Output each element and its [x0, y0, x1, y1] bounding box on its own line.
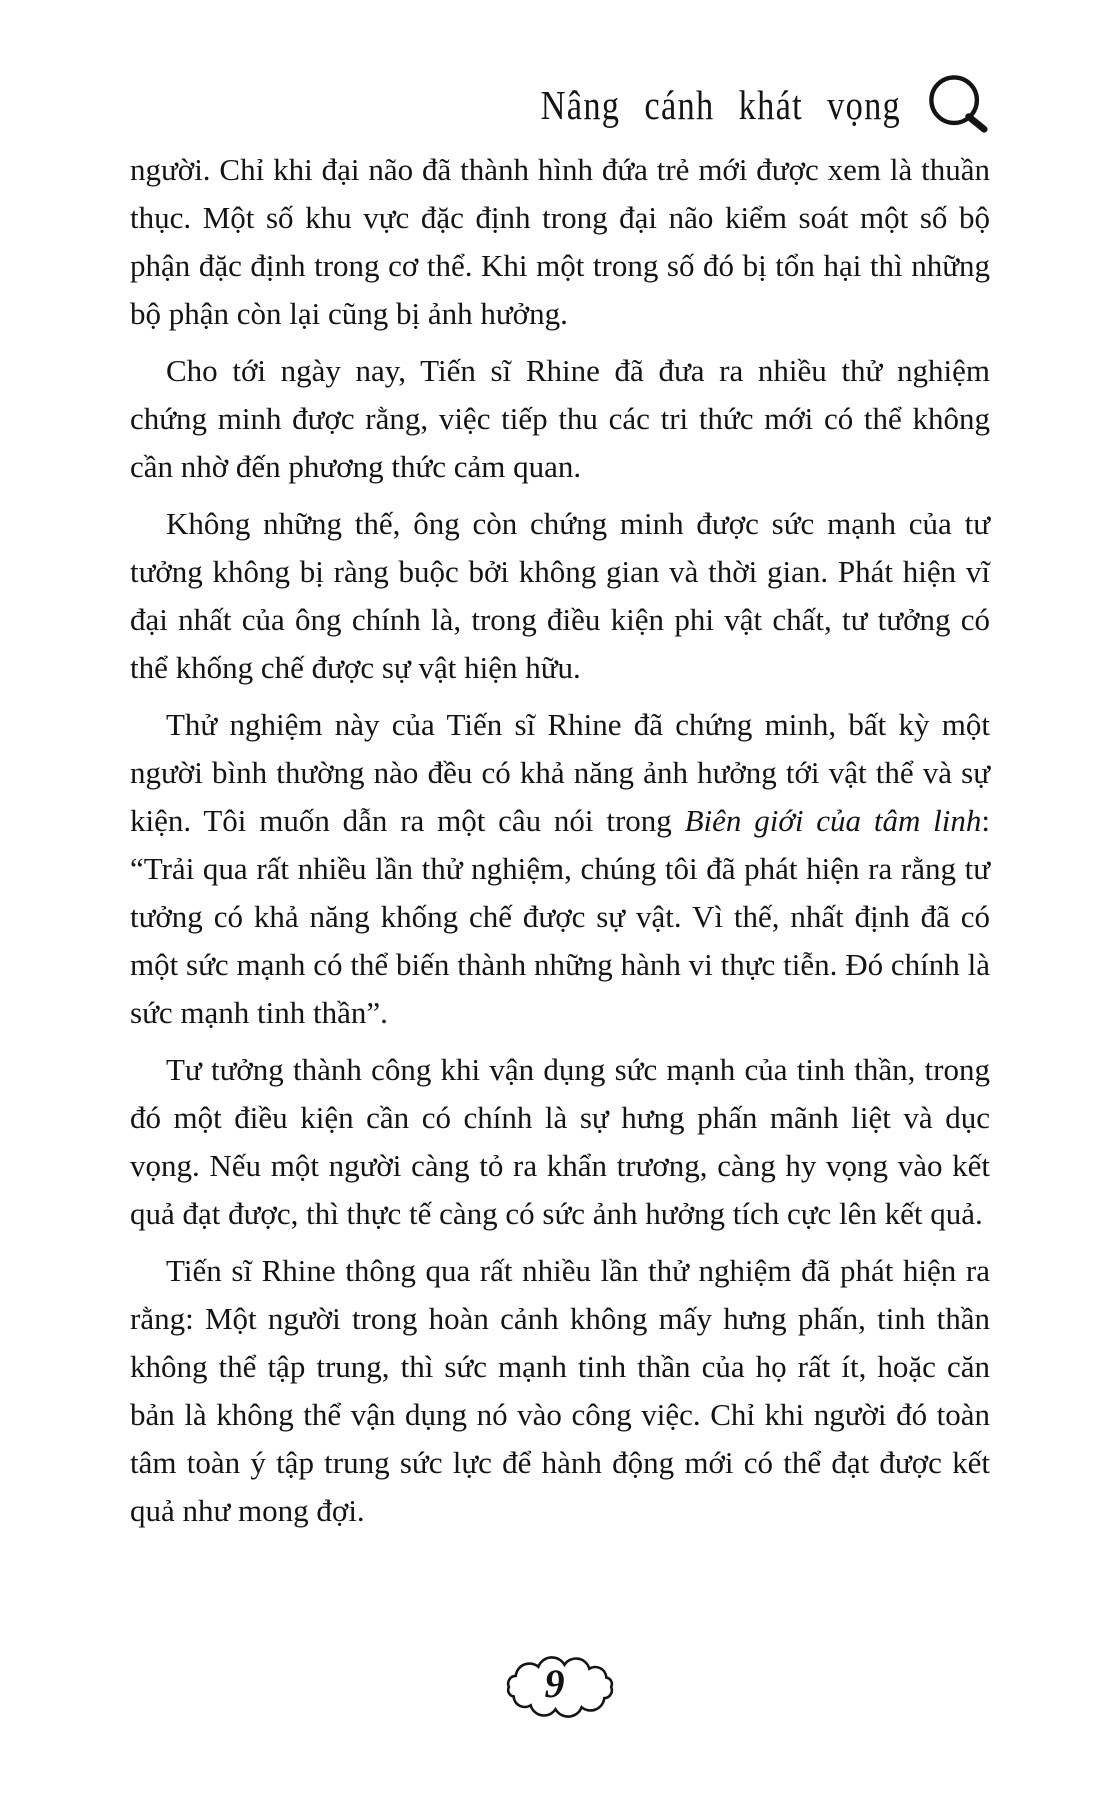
- page-footer: [0, 1656, 1119, 1718]
- paragraph-text: : “Trải qua rất nhiều lần thử nghiệm, chúng tôi đã phát hiện ra rằng tư tưởng có khả năng khống chế được sự vật. Vì thế, nhất định đã có một sức mạnh có thể biến thành những hành vi thực tiễn. Đó chính là sức mạnh tinh thần”.: [130, 803, 990, 1030]
- running-head-title: Nâng cánh khát vọng: [540, 82, 901, 128]
- paragraph-text: Thử nghiệm này của Tiến sĩ Rhine đã chứng minh, bất kỳ một người bình thường nào đều có khả năng ảnh hưởng tới vật thể và sự kiện. Tôi muốn dẫn ra một câu nói trong: [130, 707, 990, 838]
- paragraph-text: Không những thế, ông còn chứng minh được sức mạnh của tư tưởng không bị ràng buộc bởi không gian và thời gian. Phát hiện vĩ đại nhất của ông chính là, trong điều kiện phi vật chất, tư tưởng có thể khống chế được sự vật hiện hữu.: [130, 506, 990, 685]
- paragraph: [130, 347, 990, 491]
- paragraph: [130, 1046, 990, 1238]
- paragraph: [130, 1247, 990, 1535]
- page-body: [130, 146, 990, 1544]
- paragraph-text: Tư tưởng thành công khi vận dụng sức mạnh của tinh thần, trong đó một điều kiện cần có chính là sự hưng phấn mãnh liệt và dục vọng. Nếu một người càng tỏ ra khẩn trương, càng hy vọng vào kết quả đạt được, thì thực tế càng có sức ảnh hưởng tích cực lên kết quả.: [130, 1052, 990, 1231]
- page-header: [472, 72, 989, 138]
- cloud-ornament: [501, 1656, 619, 1718]
- paragraph: [130, 500, 990, 692]
- paragraph: [130, 146, 990, 338]
- paragraph: [130, 701, 990, 1037]
- book-title-phrase: Biên giới của tâm linh: [684, 803, 982, 838]
- paragraph-text: Tiến sĩ Rhine thông qua rất nhiều lần thử nghiệm đã phát hiện ra rằng: Một người trong hoàn cảnh không mấy hưng phấn, tinh thần không thể tập trung, thì sức mạnh tinh thần của họ rất ít, hoặc căn bản là không thể vận dụng nó vào công việc. Chỉ khi người đó toàn tâm toàn ý tập trung sức lực để hành động mới có thể đạt được kết quả như mong đợi.: [130, 1253, 990, 1528]
- page-number: 9: [544, 1660, 565, 1706]
- q-ornament-icon: [927, 72, 989, 138]
- paragraph-text: Cho tới ngày nay, Tiến sĩ Rhine đã đưa ra nhiều thử nghiệm chứng minh được rằng, việc tiếp thu các tri thức mới có thể không cần nhờ đến phương thức cảm quan.: [130, 353, 990, 484]
- paragraph-text: người. Chỉ khi đại não đã thành hình đứa trẻ mới được xem là thuần thục. Một số khu vực đặc định trong đại não kiểm soát một số bộ phận đặc định trong cơ thể. Khi một trong số đó bị tổn hại thì những bộ phận còn lại cũng bị ảnh hưởng.: [130, 152, 990, 331]
